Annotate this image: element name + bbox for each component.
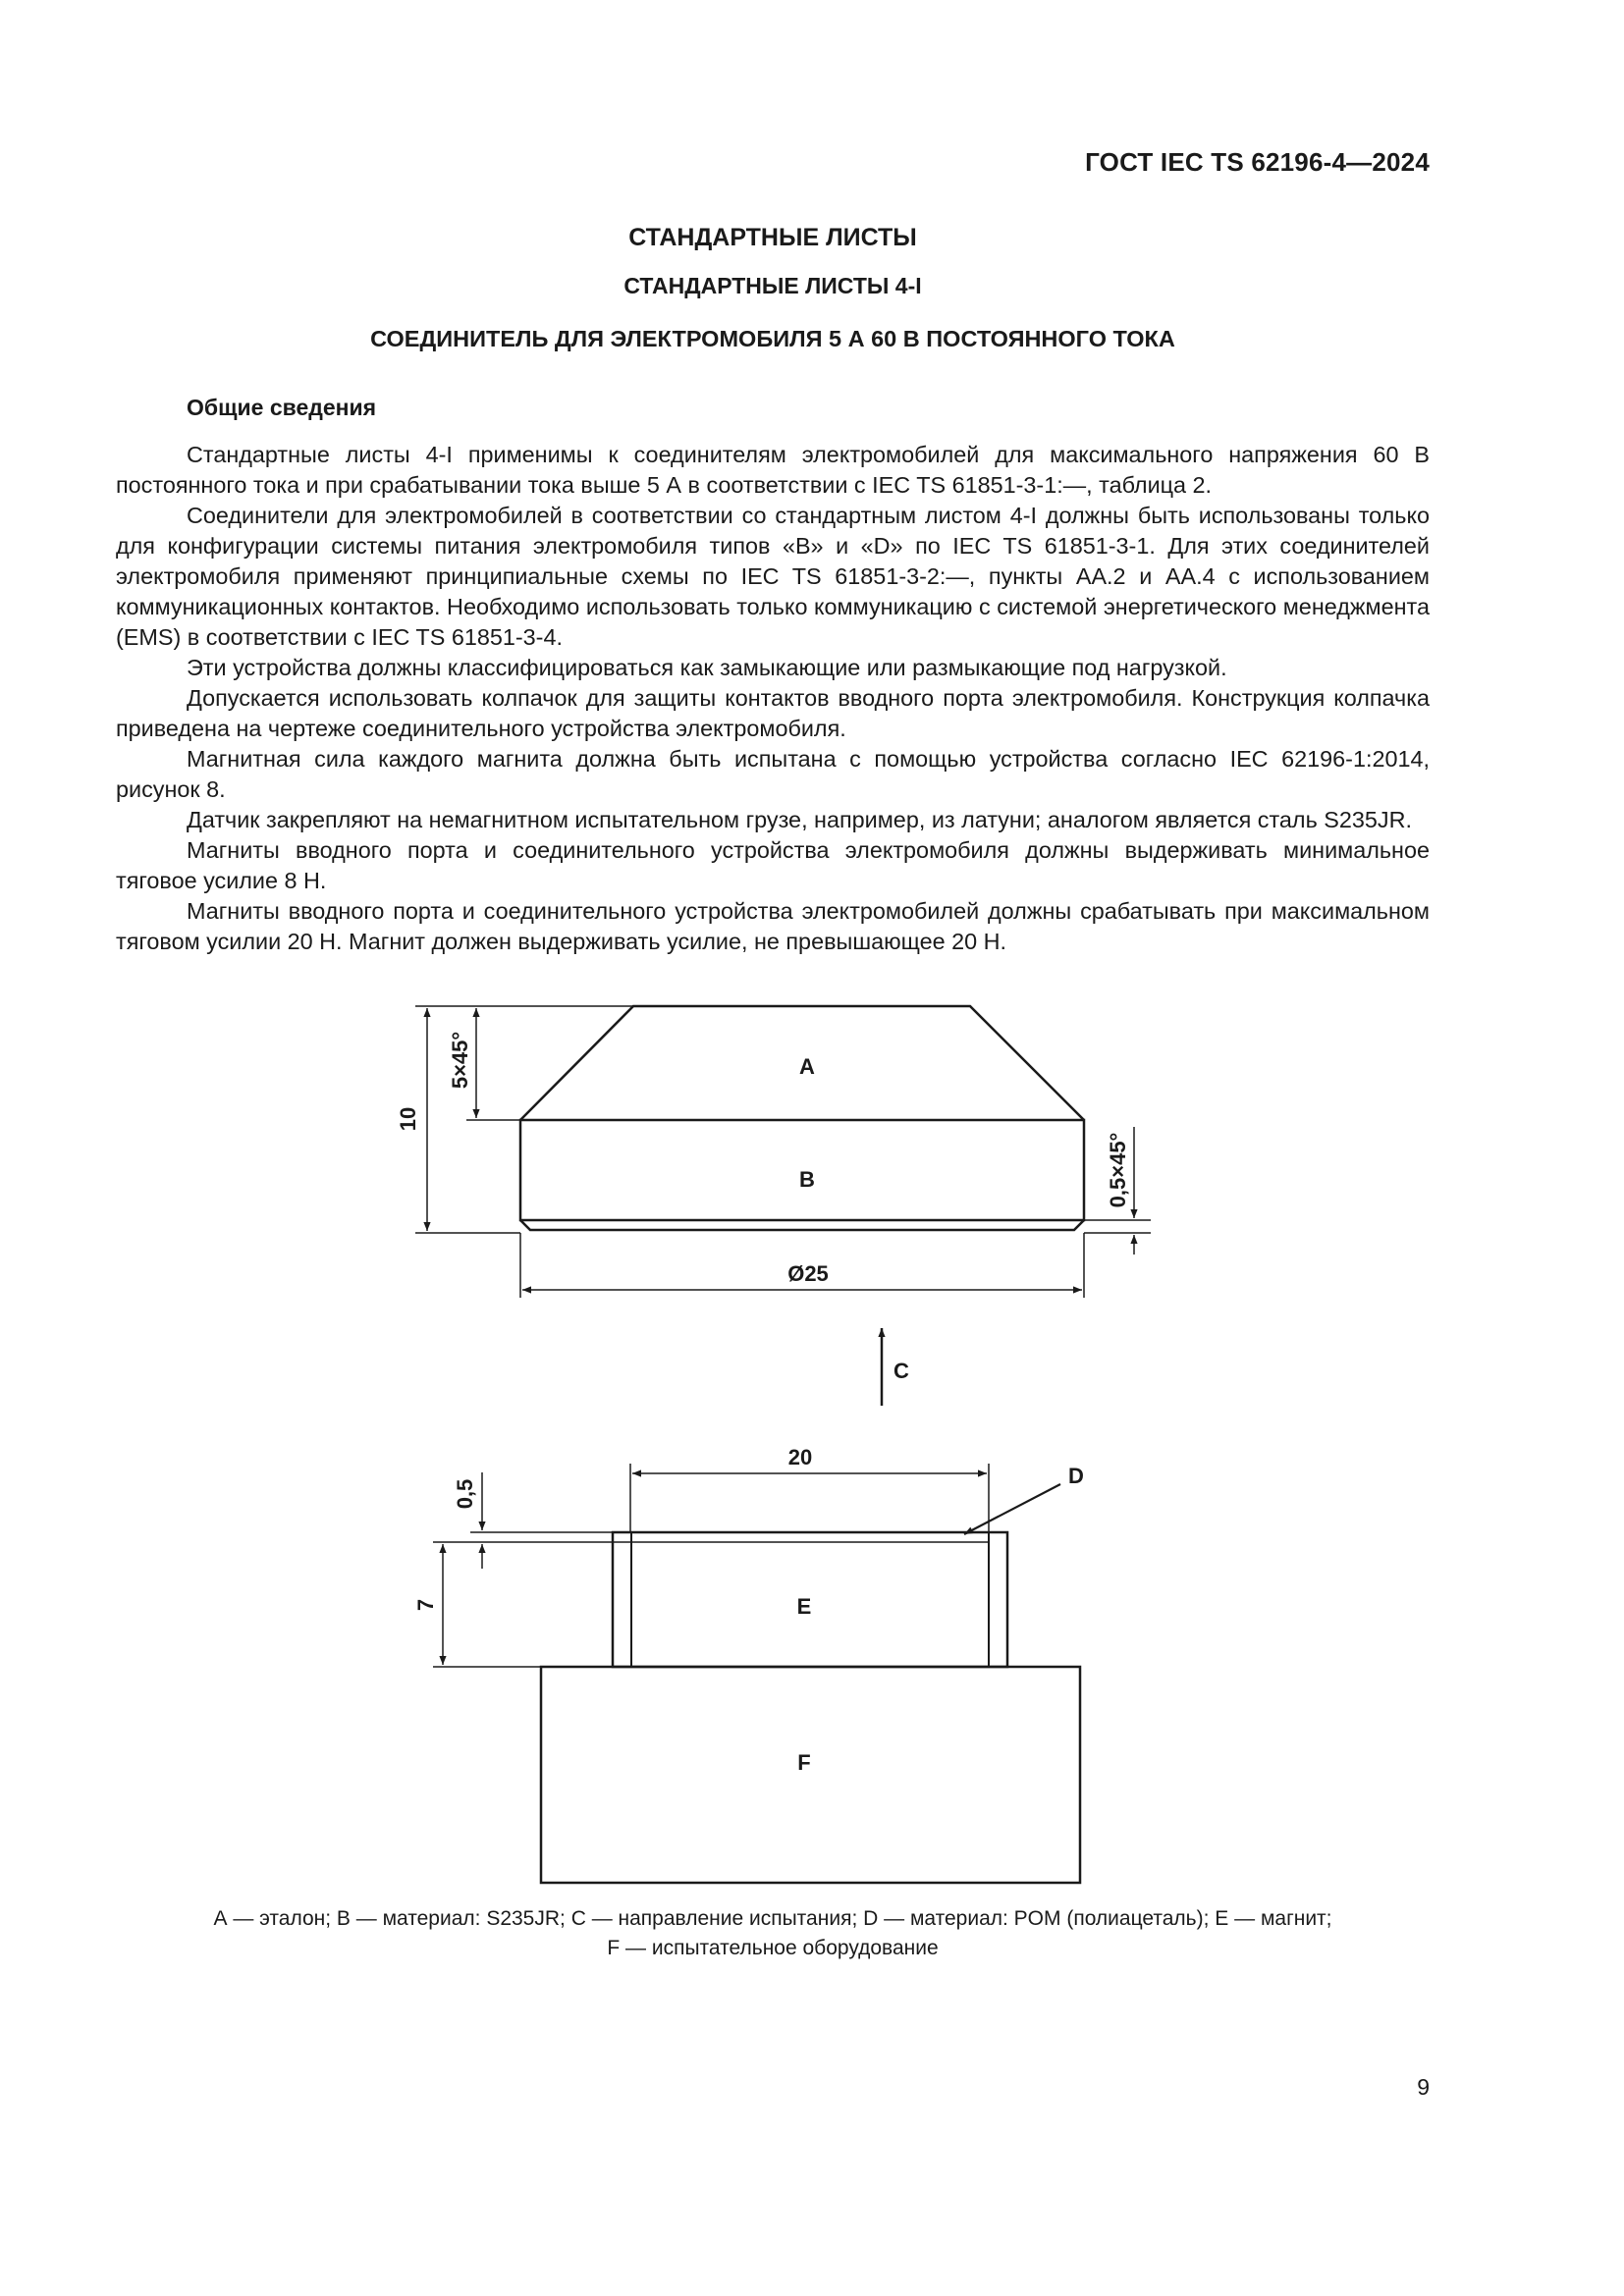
paragraph: Магниты вводного порта и соединительного устройства электромобиля должны выдерживать минимальное тяговое усилие 8 Н. [116,837,1430,893]
title-connector: СОЕДИНИТЕЛЬ ДЛЯ ЭЛЕКТРОМОБИЛЯ 5 А 60 В ПОСТОЯННОГО ТОКА [370,326,1175,351]
dim-0-5: 0,5 [453,1478,477,1510]
label-e: E [796,1594,812,1619]
caption-line: F — испытательное оборудование [607,1937,939,1959]
paragraph: Допускается использовать колпачок для защиты контактов вводного порта электромобиля. Конструкция колпачка приведена на чертеже соединительного устройства электромобиля. [116,685,1430,741]
paragraph: Магнитная сила каждого магнита должна быть испытана с помощью устройства согласно IEC 62196-1:2014, рисунок 8. [116,746,1430,802]
dim-7: 7 [413,1598,438,1612]
paragraph: Датчик закрепляют на немагнитном испытательном грузе, например, из латуни; аналогом является сталь S235JR. [187,807,1412,832]
caption-line: А — эталон; В — материал: S235JR; С — направление испытания; D — материал: POM (полиацеталь); E — магнит; [213,1907,1332,1930]
paragraph: Эти устройства должны классифицироваться как замыкающие или размыкающие под нагрузкой. [187,655,1227,680]
label-b: B [799,1167,815,1192]
paragraph: Соединители для электромобилей в соответствии со стандартным листом 4-I должны быть использованы только для конфигурации системы питания электромобиля типов «В» и «D» по IEC TS 61851-3-1. Для этих соединителей электромобиля применяют принципиальные схемы по IEC TS 61851-3-2:—, пункты АА.2 и АА.4 с использованием коммуникационных контактов. Необходимо использовать только коммуникацию с системой энергетического менеджмента (EMS) в соответствии с IEC TS 61851-3-4. [116,503,1430,650]
dim-20: 20 [787,1445,813,1469]
page-number: 9 [1417,2074,1430,2100]
document-code: ГОСТ IEC TS 62196-4—2024 [1085,147,1430,177]
title-standard-sheets-4i: СТАНДАРТНЫЕ ЛИСТЫ 4-I [623,273,922,298]
paragraph: Магниты вводного порта и соединительного устройства электромобилей должны срабатывать при максимальном тяговом усилии 20 Н. Магнит должен выдерживать усилие, не превышающее 20 Н. [116,898,1430,954]
label-c: C [893,1359,909,1383]
part-b-bottom-chamfer [520,1220,1084,1230]
label-a: A [799,1054,815,1079]
dim-5x45: 5×45° [448,1031,472,1090]
title-standard-sheets: СТАНДАРТНЫЕ ЛИСТЫ [628,224,917,251]
figure-caption [116,1904,1430,1963]
part-f-outline [541,1667,1080,1883]
leader-d [964,1484,1060,1534]
label-d: D [1068,1464,1084,1488]
dim-diameter-25: Ø25 [787,1261,829,1286]
paragraph: Стандартные листы 4-I применимы к соединителям электромобилей для максимального напряжения 60 В постоянного тока и при срабатывании тока выше 5 А в соответствии с IEC TS 61851-3-1:—, таблица 2. [116,442,1430,498]
section-heading: Общие сведения [187,395,377,420]
label-f: F [797,1750,811,1775]
dim-0-5x45: 0,5×45° [1106,1132,1130,1208]
dim-10: 10 [396,1106,420,1132]
